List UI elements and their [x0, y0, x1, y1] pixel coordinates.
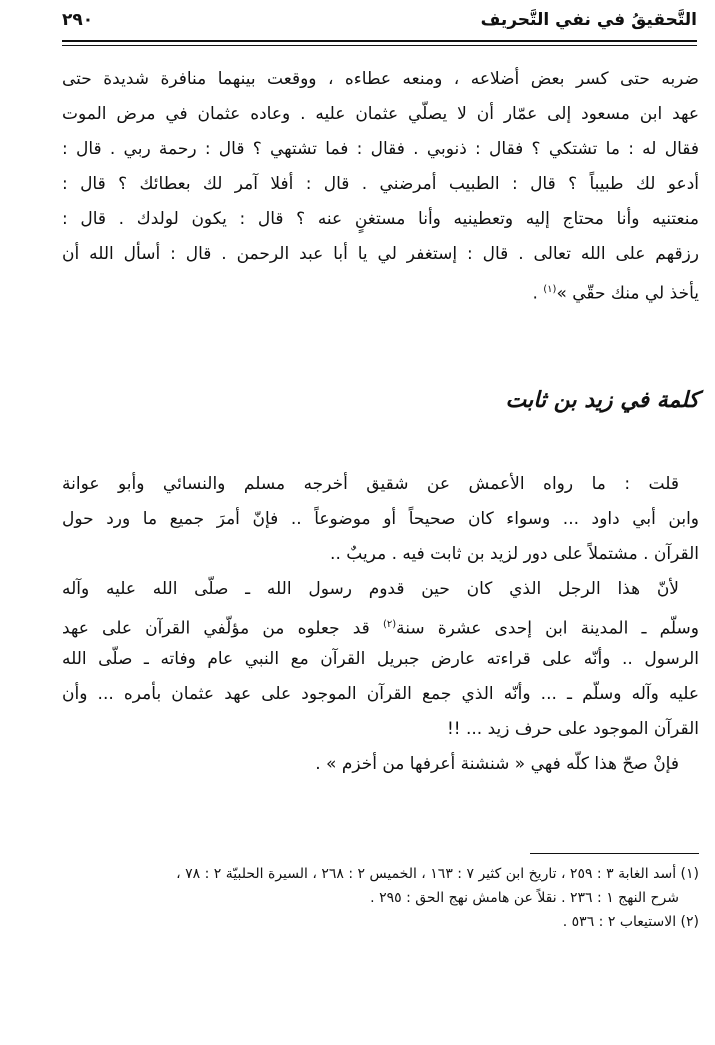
text: وسلّم ـ المدينة ابن إحدى عشرة سنة — [396, 618, 699, 639]
header-rule-thin — [62, 45, 697, 46]
text-line: أدعو لك طبيباً ؟ قال : الطبيب أمرضني . قال : أفلا آمر لك بعطائك ؟ قال : — [62, 174, 699, 194]
text-line: القرآن . مشتملاً على دور لزيد بن ثابت فيه . مريبٌ .. — [330, 544, 699, 564]
footnotes — [62, 862, 699, 934]
text-line: عليه وآله وسلّم ـ ... وأنّه الذي جمع القرآن الموجود على عهد عثمان بأمره ... وأن — [62, 684, 699, 704]
text-line: رزقهم على الله تعالى . قال : إستغفر لي يا أبا عبد الرحمن . قال : أسأل الله أن — [62, 244, 699, 264]
text-line — [62, 607, 699, 642]
text-line: القرآن الموجود على حرف زيد ... !! — [446, 719, 699, 739]
text-line: عهد ابن مسعود إلى عمّار أن لا يصلّي عثمان عليه . وعاده عثمان في مرض الموت — [62, 104, 699, 124]
text: قد جعلوه من مؤلّفي القرآن على عهد — [62, 618, 383, 639]
footnote-1: (١) أسد الغابة ٣ : ٢٥٩ ، تاريخ ابن كثير ٧ : ١٦٣ ، الخميس ٢ : ٢٦٨ ، السيرة الحلبيّة ٢ : ٧٨ ، — [176, 866, 699, 882]
text-line: لأنّ هذا الرجل الذي كان حين قدوم رسول الله ـ صلّى الله عليه وآله — [62, 579, 679, 599]
footnote-ref: (١) — [543, 284, 557, 295]
header-rule — [62, 40, 697, 42]
footnote-rule — [530, 853, 699, 854]
page-number: ٢٩٠ — [62, 10, 94, 30]
text-line: ضربه حتى كسر بعض أضلاعه ، ومنعه عطاءه ، ووقعت بينهما منافرة شديدة حتى — [62, 69, 699, 89]
book-title: التَّحقيقُ في نفي التَّحريف — [480, 10, 697, 30]
text-line: منعتنيه وأنا محتاج إليه وتعطينيه وأنا مستغنٍ عنه ؟ قال : يكون لولدك . قال : — [62, 209, 699, 229]
text: يأخذ لي منك حقّي » — [556, 283, 699, 304]
footnote-ref: (٢) — [382, 619, 397, 630]
text-line: وابن أبي داود ... وسواء كان صحيحاً أو موضوعاً .. فإنّ أمرَ جميع ما ورد حول — [62, 509, 699, 529]
section-heading: كلمة في زيد بن ثابت — [505, 388, 699, 413]
text-line: قلت : ما رواه الأعمش عن شقيق أخرجه مسلم والنسائي وأبو عوانة — [62, 474, 679, 494]
text: . — [532, 283, 544, 304]
text-line: فإنْ صحّ هذا كلّه فهي « شنشنة أعرفها من أخزم » . — [315, 754, 679, 774]
text-line — [62, 272, 699, 307]
paragraph-2 — [62, 467, 699, 782]
paragraph-1 — [62, 62, 699, 307]
footnote-1-cont: شرح النهج ١ : ٢٣٦ . نقلاً عن هامش نهج الحق : ٢٩٥ . — [370, 890, 679, 906]
running-header — [62, 10, 697, 36]
footnote-2: (٢) الاستيعاب ٢ : ٥٣٦ . — [562, 914, 699, 930]
text-line: فقال له : ما تشتكي ؟ فقال : ذنوبي . فقال : فما تشتهي ؟ قال : رحمة ربي . قال : — [62, 139, 699, 159]
text-line: الرسول .. وأنّه على قراءته عارض جبريل القرآن مع النبي عام وفاته ـ صلّى الله — [62, 649, 699, 669]
